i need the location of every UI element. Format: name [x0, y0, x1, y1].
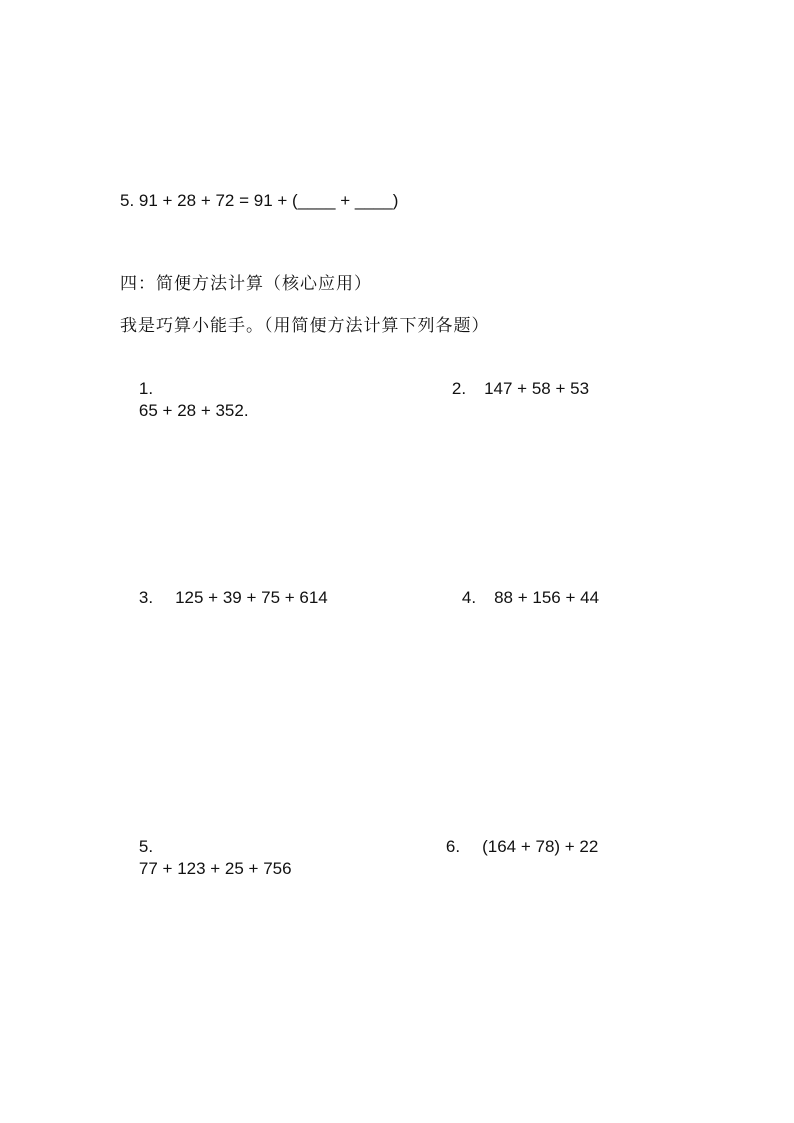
problem-3 [120, 565, 328, 631]
problem-number: 3. [138, 588, 154, 607]
problem-number: 5. [138, 837, 154, 856]
problem-expression: 88 + 156 + 44 [494, 588, 600, 607]
problem-number: 6. [445, 837, 461, 856]
problem-4 [443, 565, 599, 631]
problem-1 [120, 356, 249, 444]
problem-expression: (164 + 78) + 22 [482, 837, 599, 856]
problem-2 [433, 356, 589, 422]
problem-expression: 147 + 58 + 53 [484, 379, 590, 398]
problem-expression: 125 + 39 + 75 + 614 [175, 588, 328, 607]
problem-expression: 77 + 123 + 25 + 756 [138, 859, 292, 878]
problem-number: 1. [138, 379, 154, 398]
problem-number: 4. [461, 588, 477, 607]
section-instructions: 我是巧算小能手。（用简便方法计算下列各题） [120, 316, 490, 336]
problem-expression: 65 + 28 + 352. [138, 401, 249, 420]
fill-in-item-5: 5. 91 + 28 + 72 = 91 + (____ + ____) [120, 191, 399, 210]
problem-number: 2. [451, 379, 467, 398]
problem-5 [120, 814, 292, 902]
section-heading: 四：简便方法计算（核心应用） [120, 274, 372, 294]
problem-6 [427, 814, 598, 880]
